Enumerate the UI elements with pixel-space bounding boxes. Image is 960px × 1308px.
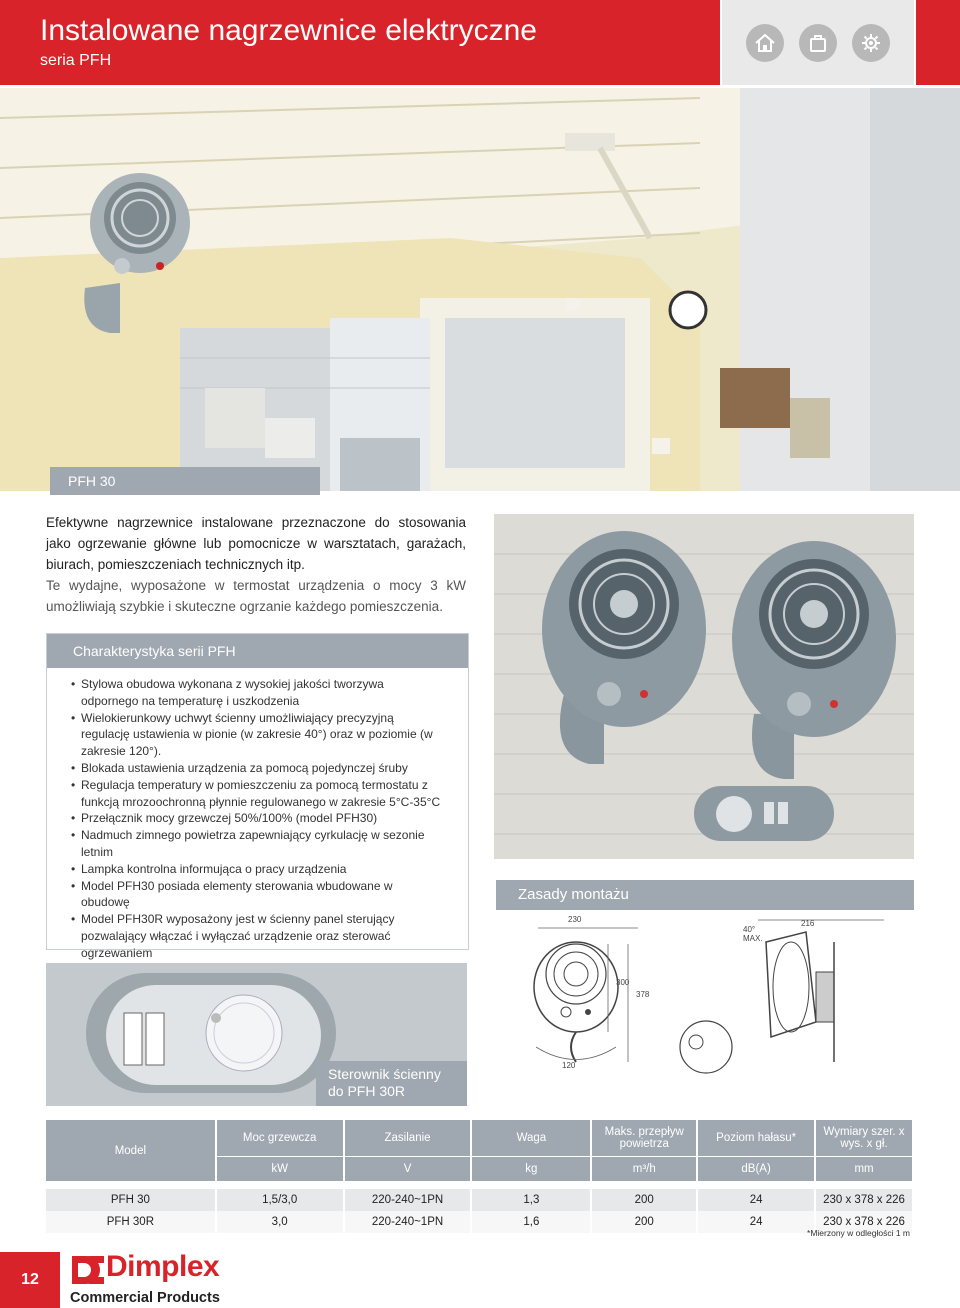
unit-weight: kg bbox=[471, 1157, 591, 1182]
dimplex-mark-icon bbox=[68, 1252, 108, 1288]
dim-angle: 40° bbox=[743, 925, 756, 934]
unit-power: kW bbox=[216, 1157, 344, 1182]
cell-model: PFH 30 bbox=[46, 1189, 216, 1211]
table-row bbox=[46, 1211, 913, 1233]
features-box bbox=[46, 633, 469, 960]
page-header bbox=[0, 0, 720, 85]
col-header-model: Model bbox=[46, 1120, 216, 1181]
product-photo bbox=[494, 514, 914, 859]
feature-item: • Model PFH30R wyposażony jest w ścienny panel sterujący pozwalający włączać i wyłączać urządzenie oraz sterować ogrzewaniem bbox=[71, 911, 444, 961]
workshop-photo bbox=[0, 88, 960, 491]
cell-dimensions: 230 x 378 x 226 bbox=[815, 1189, 913, 1211]
intro-paragraph-1: Efektywne nagrzewnice instalowane przeznaczone do stosowania jako ogrzewanie główne lub pomocnicze w warsztatach, garażach, biurach, pomieszczeniach technicznych itp. bbox=[46, 515, 466, 572]
feature-item: • Przełącznik mocy grzewczej 50%/100% (model PFH30) bbox=[71, 810, 444, 827]
unit-noise: dB(A) bbox=[697, 1157, 815, 1182]
dim-width: 230 bbox=[568, 915, 582, 924]
intro-paragraph-2: Te wydajne, wyposażone w termostat urządzenia o mocy 3 kW umożliwiają szybkie i skuteczne ogrzanie każdego pomieszczenia. bbox=[46, 578, 466, 614]
dim-max: MAX. bbox=[743, 934, 763, 943]
table-footnote: *Mierzony w odległości 1 m bbox=[807, 1228, 910, 1238]
unit-airflow: m³/h bbox=[591, 1157, 697, 1182]
brand-subtitle: Commercial Products bbox=[70, 1290, 220, 1306]
cell-model: PFH 30R bbox=[46, 1211, 216, 1233]
dim-bottom: 120 bbox=[562, 1061, 576, 1070]
page-number: 12 bbox=[0, 1252, 60, 1308]
dim-depth: 216 bbox=[801, 919, 815, 928]
cell-weight: 1,6 bbox=[471, 1211, 591, 1233]
controller-caption-line2: do PFH 30R bbox=[328, 1083, 406, 1099]
intro-text bbox=[46, 512, 466, 617]
cell-airflow: 200 bbox=[591, 1189, 697, 1211]
feature-item: • Blokada ustawienia urządzenia za pomocą pojedynczej śruby bbox=[71, 760, 444, 777]
cell-noise: 24 bbox=[697, 1189, 815, 1211]
features-list bbox=[47, 676, 468, 962]
category-icons bbox=[722, 0, 914, 85]
col-header-weight: Waga bbox=[471, 1120, 591, 1157]
mounting-diagram bbox=[496, 912, 914, 1084]
cell-power: 1,5/3,0 bbox=[216, 1189, 344, 1211]
mounting-heading: Zasady montażu bbox=[496, 880, 914, 910]
unit-dimensions: mm bbox=[815, 1157, 913, 1182]
feature-item: • Model PFH30 posiada elementy sterowania wbudowane w obudowę bbox=[71, 878, 444, 912]
col-header-noise: Poziom hałasu* bbox=[697, 1120, 815, 1157]
dimplex-logo bbox=[64, 1250, 264, 1306]
cell-dimensions: 230 x 378 x 226 bbox=[815, 1211, 913, 1233]
cell-weight: 1,3 bbox=[471, 1189, 591, 1211]
gears-icon bbox=[852, 24, 890, 62]
feature-item: • Lampka kontrolna informująca o pracy urządzenia bbox=[71, 861, 444, 878]
cell-airflow: 200 bbox=[591, 1211, 697, 1233]
col-header-supply: Zasilanie bbox=[344, 1120, 472, 1157]
cell-power: 3,0 bbox=[216, 1211, 344, 1233]
cell-noise: 24 bbox=[697, 1211, 815, 1233]
col-header-airflow: Maks. przepływ powietrza bbox=[591, 1120, 697, 1157]
feature-item: • Nadmuch zimnego powietrza zapewniający cyrkulację w sezonie letnim bbox=[71, 827, 444, 861]
table-row bbox=[46, 1189, 913, 1211]
header-accent-bar bbox=[916, 0, 960, 85]
home-icon bbox=[746, 24, 784, 62]
photo-caption: PFH 30 bbox=[50, 467, 320, 495]
feature-item: • Regulacja temperatury w pomieszczeniu za pomocą termostatu z funkcją mrozoochronną płynnie regulowanego w zakresie 5°C-35°C bbox=[71, 777, 444, 811]
spec-table bbox=[46, 1120, 914, 1233]
tools-icon bbox=[799, 24, 837, 62]
dim-height-1: 300 bbox=[616, 978, 630, 987]
feature-item: • Wielokierunkowy uchwyt ścienny umożliwiający precyzyjną regulację ustawienia w pionie (w zakresie 40°) oraz w poziomie (w zakresie 120°). bbox=[71, 710, 444, 760]
brand-name: Dimplex bbox=[106, 1250, 220, 1283]
cell-supply: 220-240~1PN bbox=[344, 1211, 472, 1233]
col-header-dimensions: Wymiary szer. x wys. x gł. bbox=[815, 1120, 913, 1157]
controller-caption-line1: Sterownik ścienny bbox=[328, 1066, 441, 1082]
unit-supply: V bbox=[344, 1157, 472, 1182]
page-subtitle: seria PFH bbox=[40, 52, 112, 69]
col-header-power: Moc grzewcza bbox=[216, 1120, 344, 1157]
controller-caption bbox=[316, 1061, 467, 1106]
cell-supply: 220-240~1PN bbox=[344, 1189, 472, 1211]
dim-height-2: 378 bbox=[636, 990, 650, 999]
feature-item: • Stylowa obudowa wykonana z wysokiej jakości tworzywa odpornego na temperaturę i uszkodzenia bbox=[71, 676, 444, 710]
features-heading: Charakterystyka serii PFH bbox=[47, 634, 468, 668]
page-title: Instalowane nagrzewnice elektryczne bbox=[40, 14, 537, 47]
